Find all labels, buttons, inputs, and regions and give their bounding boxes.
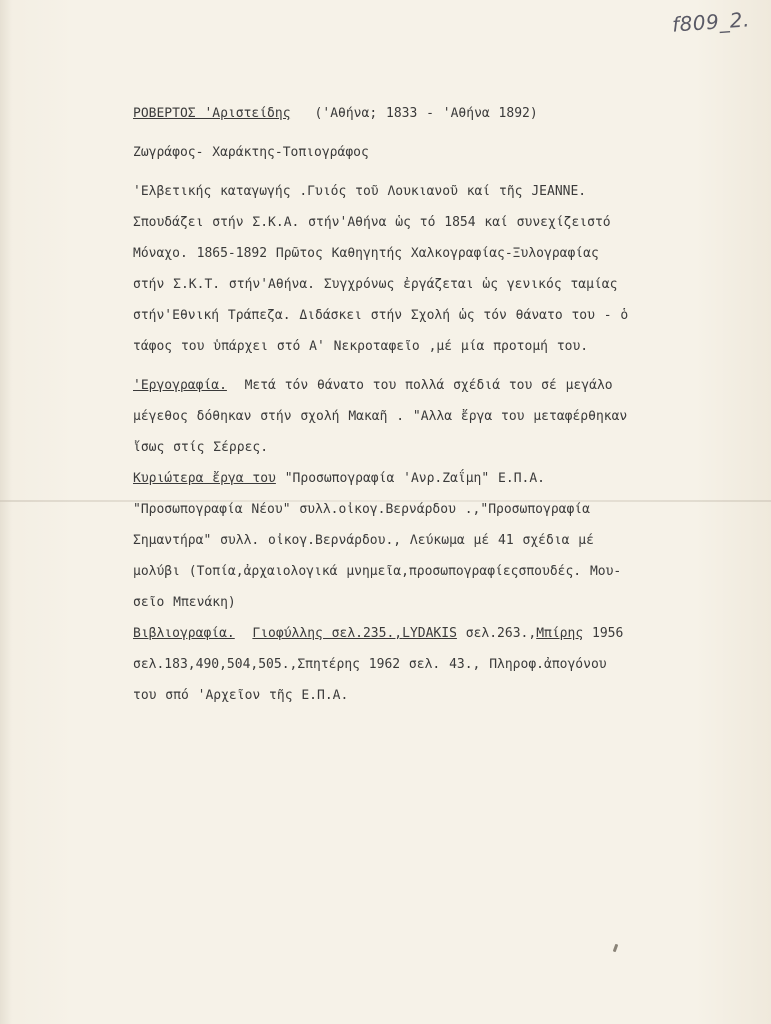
biography-line: τάφος του ὑπάρχει στό Α' Νεκροταφεῖο ,μέ μία προτομή του. [133, 339, 589, 354]
typewritten-text [133, 98, 723, 711]
main-works-line: σεῖο Μπενάκη) [133, 595, 236, 610]
bibliography-lydakis: LYDAKIS [402, 626, 457, 641]
artist-name: ΡΟΒΕΡΤΟΣ 'Αριστείδης [133, 106, 291, 121]
works-label: 'Εργογραφία. [133, 378, 227, 393]
biography-line: Μόναχο. 1865-1892 Πρῶτος Καθηγητής Χαλκογραφίας-Ξυλογραφίας [133, 246, 599, 261]
main-works-line: μολύβι (Τοπία,ἀρχαιολογικά μνημεῖα,προσωπογραφίεςσπουδές. Μου- [133, 564, 622, 579]
profession-line: Ζωγράφος- Χαράκτης-Τοπιογράφος [133, 145, 369, 160]
heading-line [133, 98, 723, 129]
archive-handwritten-mark: f809_2. [671, 7, 751, 37]
biography-line: Σπουδάζει στήν Σ.Κ.Α. στήν'Αθήνα ὡς τό 1854 καί συνεχίζειστό [133, 215, 611, 230]
works-line: μέγεθος δόθηκαν στήν σχολή Μακαῆ . "Αλλα ἔργα του μεταφέρθηκαν [133, 409, 628, 424]
biography-line: στήν Σ.Κ.Τ. στήν'Αθήνα. Συγχρόνως ἐργάζεται ὡς γενικός ταμίας [133, 277, 618, 292]
biography-line: 'Ελβετικής καταγωγής .Γυιός τοῦ Λουκιανοῦ καί τῆς JEANNE. [133, 184, 587, 199]
bibliography-line [133, 618, 723, 649]
paper-edge-shadow [0, 0, 12, 1024]
bibliography-giofyllis: Γιοφύλλης σελ.235., [252, 626, 403, 641]
bibliography-line: σελ.183,490,504,505.,Σπητέρης 1962 σελ. 43., Πληροφ.ἀπογόνου [133, 657, 607, 672]
main-works-line: "Προσωπογραφία Νέου" συλλ.οἰκογ.Βερνάρδου .,"Προσωπογραφία [133, 502, 590, 517]
works-text: Μετά τόν θάνατο του πολλά σχέδιά του σέ μεγάλο [244, 378, 613, 393]
main-works-line [133, 463, 723, 494]
artist-dates: ('Αθήνα; 1833 - 'Αθήνα 1892) [314, 106, 538, 121]
works-line [133, 370, 723, 401]
main-works-line: Σημαντήρα" συλλ. οἰκογ.Βερνάρδου., Λεύκωμα μέ 41 σχέδια μέ [133, 533, 594, 548]
pen-mark [613, 944, 619, 953]
works-line: ἴσως στίς Σέρρες. [133, 440, 269, 455]
main-works-text: "Προσωπογραφία 'Ανρ.Ζαΐμη" Ε.Π.Α. [284, 471, 545, 486]
bibliography-mpiris-year: 1956 [592, 626, 624, 641]
biography-line: στήν'Εθνική Τράπεζα. Διδάσκει στήν Σχολή ὡς τόν θάνατο του - ὁ [133, 308, 629, 323]
bibliography-lydakis-page: σελ.263., [465, 626, 537, 641]
bibliography-line: του σπό 'Αρχεῖον τῆς Ε.Π.Α. [133, 688, 349, 703]
main-works-label: Κυριώτερα ἔργα του [133, 471, 276, 486]
bibliography-label: Βιβλιογραφία. [133, 626, 235, 641]
bibliography-mpiris: Μπίρης [536, 626, 584, 641]
